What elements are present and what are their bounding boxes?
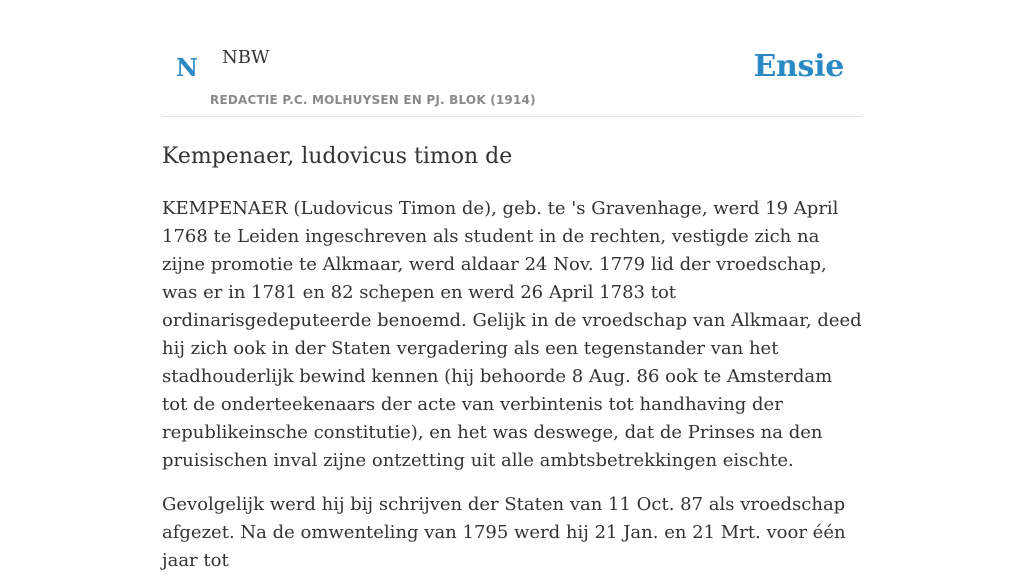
page — [162, 0, 862, 571]
source-name-link[interactable]: NBW — [222, 47, 270, 68]
article-paragraph: KEMPENAER (Ludovicus Timon de), geb. te 's Gravenhage, werd 19 April 1768 te Leiden ingeschreven als student in de rechten, vestigde zich na zijne promotie te Alkmaar, werd aldaar 24 Nov. 1779 lid der vroedschap, was er in 1781 en 82 schepen en werd 26 April 1783 tot ordinarisgedeputeerde benoemd. Gelijk in de vroedschap van Alkmaar, deed hij zich ook in der Staten vergadering als een tegenstander van het stadhouderlijk bewind kennen (hij behoorde 8 Aug. 86 ook te Amsterdam tot de onderteekenaars der acte van verbintenis tot handhaving der republikeinsche constitutie), en het was deswege, dat de Prinses na den pruisischen inval zijne ontzetting uit alle ambtsbetrekkingen eischte. — [162, 198, 862, 471]
header — [162, 0, 862, 117]
source-logo-icon[interactable]: N — [176, 53, 198, 82]
article-body — [162, 195, 862, 575]
article-title: Kempenaer, ludovicus timon de — [162, 144, 513, 169]
editor-credit: REDACTIE P.C. MOLHUYSEN EN PJ. BLOK (1914) — [210, 93, 536, 107]
article-paragraph: Gevolgelijk werd hij bij schrijven der Staten van 11 Oct. 87 als vroedschap afgezet. Na de omwenteling van 1795 werd hij 21 Jan. en 21 Mrt. voor één jaar tot — [162, 494, 846, 571]
ensie-logo-link[interactable]: Ensie — [753, 49, 844, 84]
